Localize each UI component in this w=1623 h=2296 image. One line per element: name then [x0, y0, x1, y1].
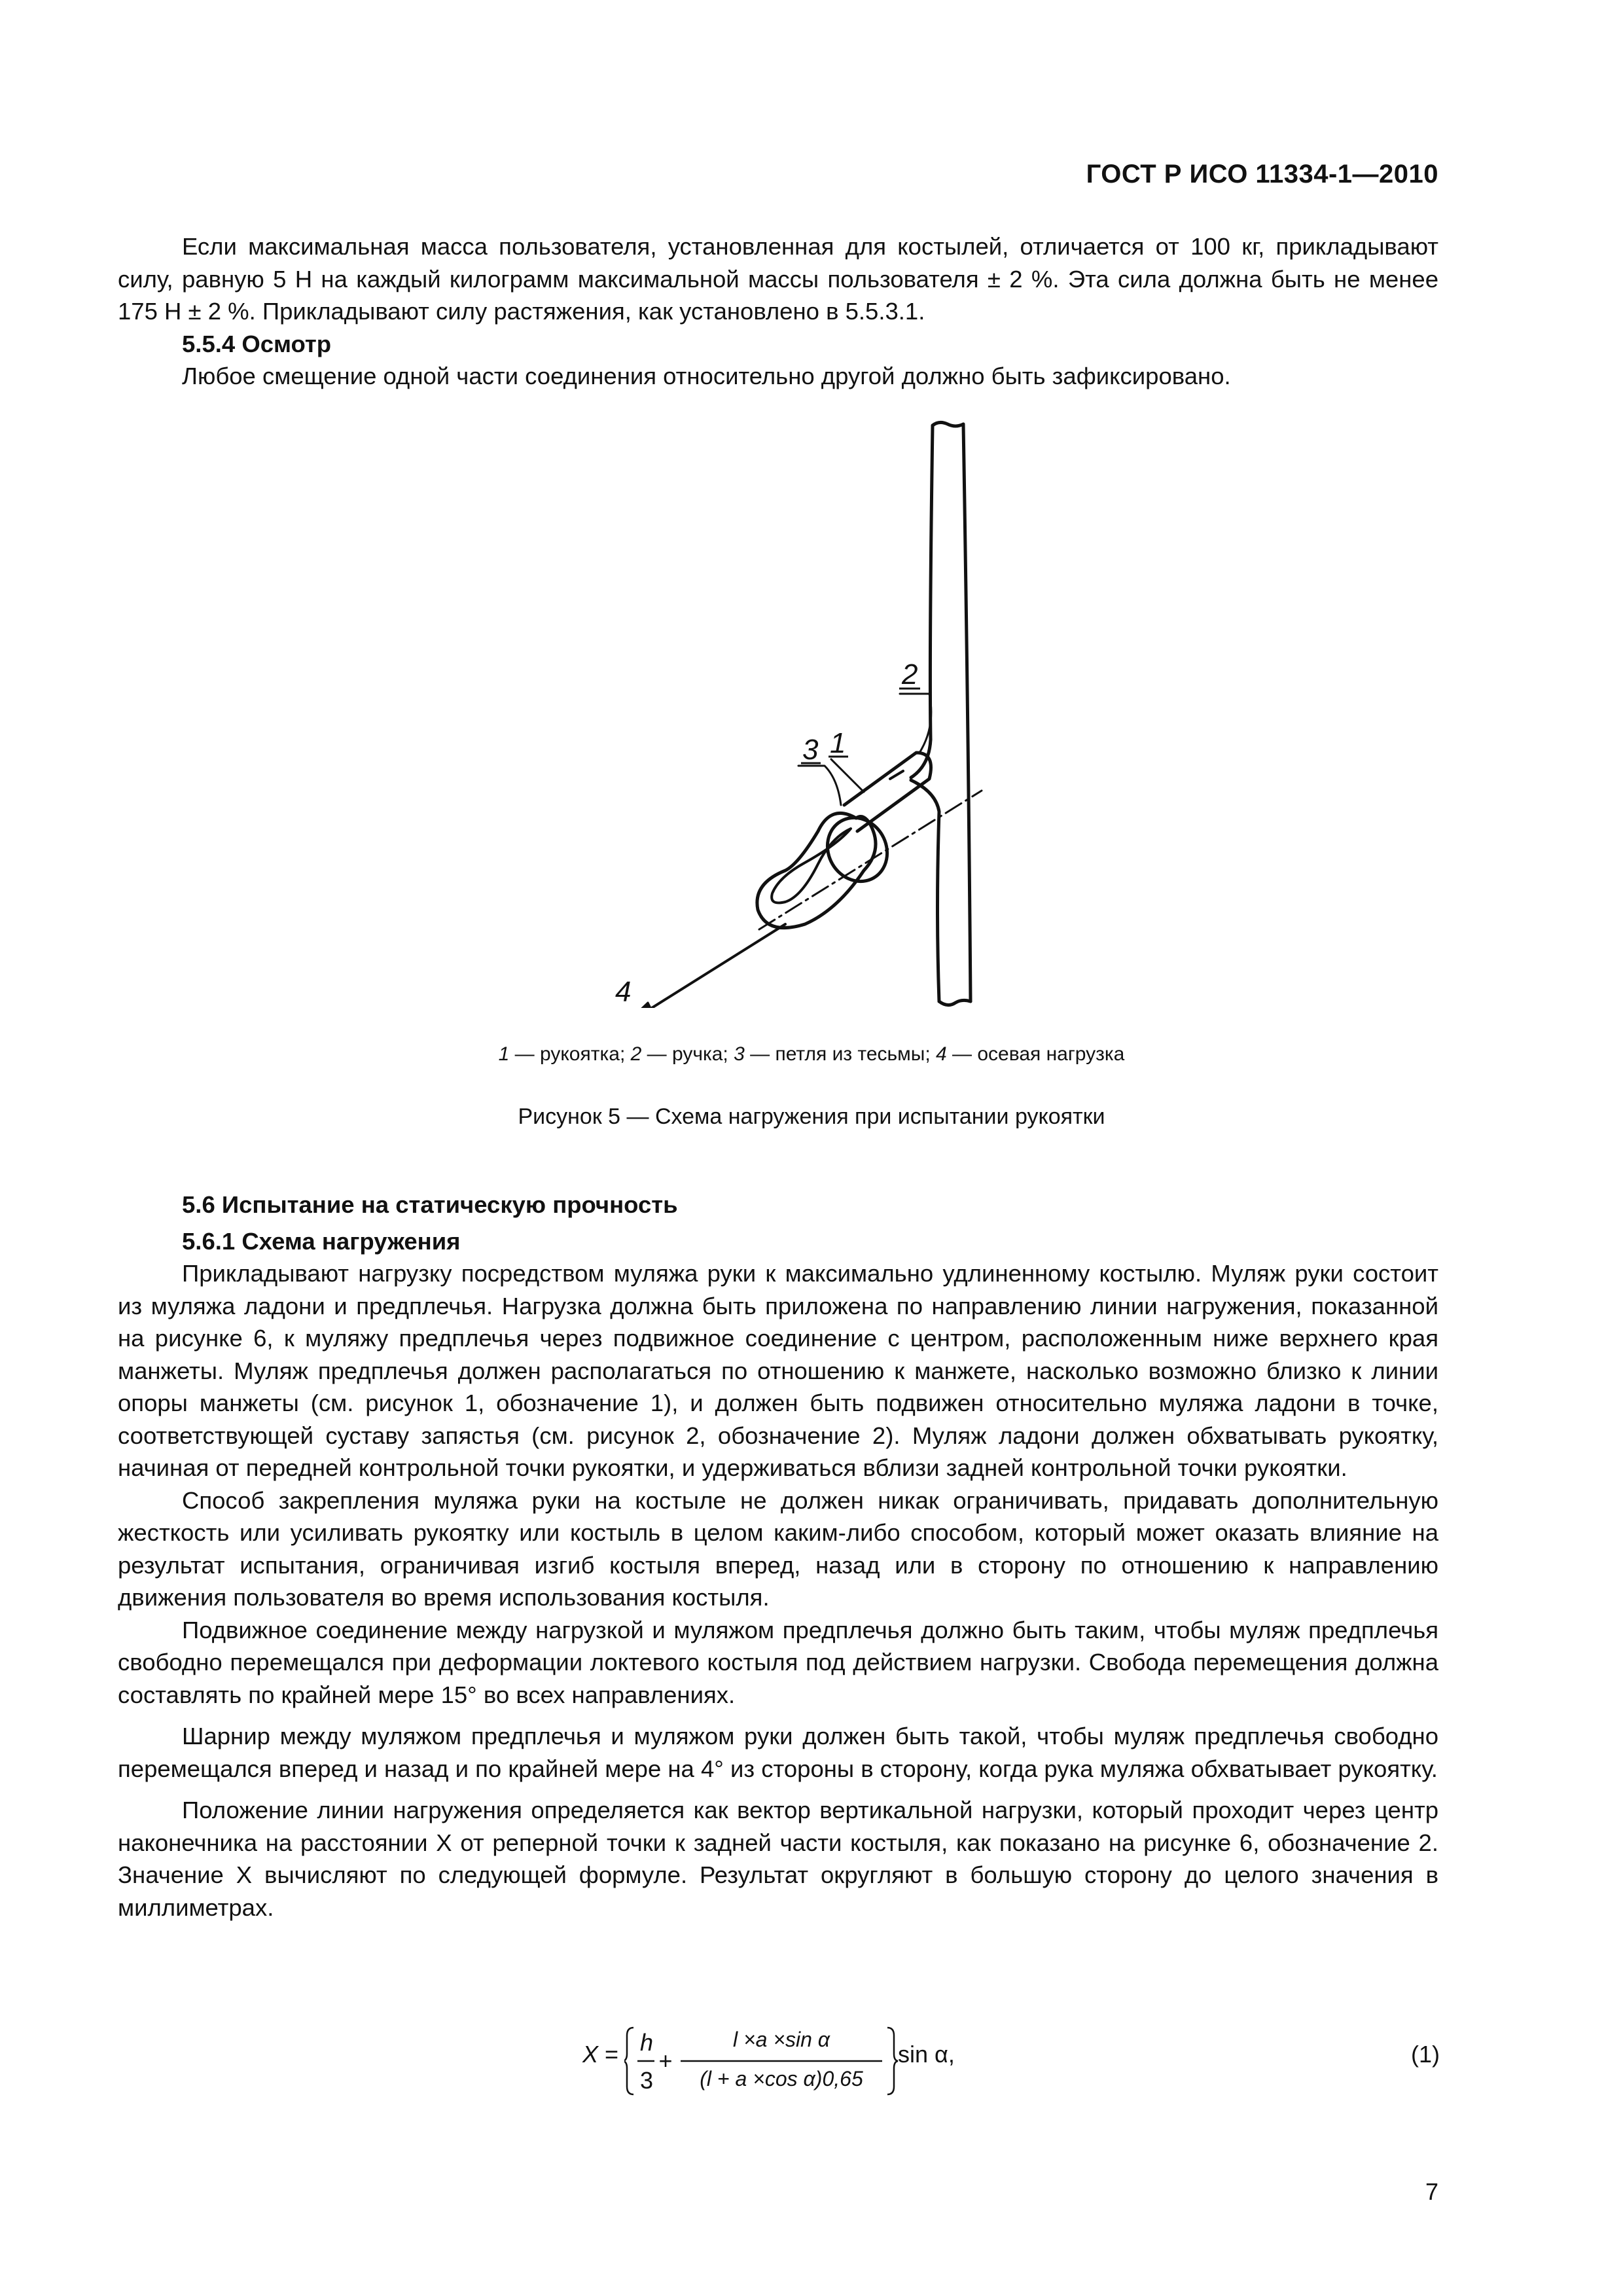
leader-3 [798, 766, 841, 805]
formula-plus: + [658, 2047, 673, 2074]
handle-loading-diagram [510, 412, 1034, 1008]
paragraph-inspection: Любое смещение одной части соединения относительно другой должно быть зафиксировано. [182, 363, 1231, 389]
paragraph-loading-2: Способ закрепления муляжа руки на костыле не должен никак ограничивать, придавать дополнительную жесткость или усиливать рукоятку или костыль в целом каким-либо способом, который может оказать влияние на результат испытания, ограничивая изгиб костыля вперед, назад или в сторону по отношению к направлению движения пользователя во время использования костыля. [118, 1486, 1438, 1611]
paragraph-loading-4: Шарнир между муляжом предплечья и муляжом руки должен быть такой, чтобы муляж предплечья свободно перемещался вперед и назад и по крайней мере на 4° из стороны в сторону, когда рука муляжа обхватывает рукоятку. [118, 1723, 1438, 1782]
heading-5-6: 5.6 Испытание на статическую прочность [182, 1191, 678, 1218]
legend-num-3: 3 [734, 1043, 745, 1065]
axial-load-line [641, 924, 785, 1008]
callout-2: 2 [902, 658, 918, 691]
page-number: 7 [1425, 2178, 1438, 2205]
shaft-right-edge [963, 424, 971, 1001]
standard-header: ГОСТ Р ИСО 11334-1—2010 [1086, 160, 1438, 188]
paragraph-loading-3: Подвижное соединение между нагрузкой и муляжом предплечья должно быть таким, чтобы муляж предплечья свободно перемещался при деформации локтевого костыля под действием нагрузки. Свобода перемещения должна составлять по крайней мере 15° во всех направлениях. [118, 1616, 1438, 1708]
paragraph-loading-5: Положение линии нагружения определяется как вектор вертикальной нагрузки, который проходит через центр наконечника на расстоянии X от реперной точки к задней части костыля, как показано на рисунке 6, обозначение 2. Значение X вычисляют по следующей формуле. Результат округляют в большую сторону до целого значения в миллиметрах. [118, 1797, 1438, 1921]
intro-block [118, 230, 1438, 393]
section-5-6 [118, 1189, 1438, 1924]
paragraph-force: Если максимальная масса пользователя, установленная для костылей, отличается от 100 кг, прикладывают силу, равную 5 Н на каждый килограмм максимальной массы пользователя ± 2 %. Эта сила должна быть не менее 175 Н ± 2 %. Прикладывают силу растяжения, как установлено в 5.5.3.1. [118, 233, 1438, 325]
formula-term2-denominator: (l + a ×cos α)0,65 [700, 2067, 863, 2090]
heading-5-6-1: 5.6.1 Схема нагружения [182, 1227, 461, 1255]
figure-caption: Рисунок 5 — Схема нагружения при испытании рукоятки [518, 1104, 1105, 1129]
heading-5-5-4: 5.5.4 Осмотр [182, 330, 332, 357]
leader-2 [900, 694, 931, 753]
figure-5 [510, 412, 1034, 1008]
legend-text-2: — ручка; [641, 1043, 734, 1065]
shaft-left-upper [930, 425, 933, 740]
shaft-left-lower [911, 780, 939, 1001]
formula-3: 3 [639, 2067, 654, 2094]
legend-num-4: 4 [936, 1043, 947, 1065]
legend-text-1: — рукоятка; [509, 1043, 631, 1065]
callout-4: 4 [615, 976, 632, 1008]
shaft-break-bottom [939, 1000, 971, 1005]
formula-1 [582, 2025, 1440, 2097]
formula-equals: = [605, 2041, 619, 2068]
legend-num-1: 1 [498, 1043, 510, 1065]
formula-lhs: X [582, 2041, 599, 2068]
legend-text-3: — петля из тесьмы; [744, 1043, 936, 1065]
formula-tail: sin α, [898, 2041, 955, 2068]
load-axis-line [759, 791, 982, 929]
formula-number: (1) [1411, 2041, 1440, 2068]
callout-3: 3 [802, 734, 819, 766]
figure-legend [0, 1043, 1623, 1066]
shaft-break-top [933, 422, 963, 426]
legend-num-2: 2 [630, 1043, 642, 1065]
formula-term2-numerator: l ×a ×sin α [732, 2028, 830, 2051]
paragraph-loading-1: Прикладывают нагрузку посредством муляжа руки к максимально удлиненному костылю. Муляж руки состоит из муляжа ладони и предплечья. Нагрузка должна быть приложена по направлению линии нагружения, показанной на рисунке 6, к муляжу предплечья через подвижное соединение с центром, расположенным ниже верхнего края манжеты. Муляж предплечья должен располагаться по отношению к манжете, насколько возможно близко к линии опоры манжеты (см. рисунок 1, обозначение 1), и должен быть подвижен относительно муляжа ладони в точке, соответствующей суставу запястья (см. рисунок 2, обозначение 2). Муляж ладони должен обхватывать рукоятку, начиная от передней контрольной точки рукоятки, и удерживаться вблизи задней контрольной точки рукоятки. [118, 1260, 1438, 1481]
callout-1: 1 [830, 727, 846, 759]
formula-h: h [639, 2029, 654, 2056]
legend-text-4: — осевая нагрузка [946, 1043, 1125, 1065]
